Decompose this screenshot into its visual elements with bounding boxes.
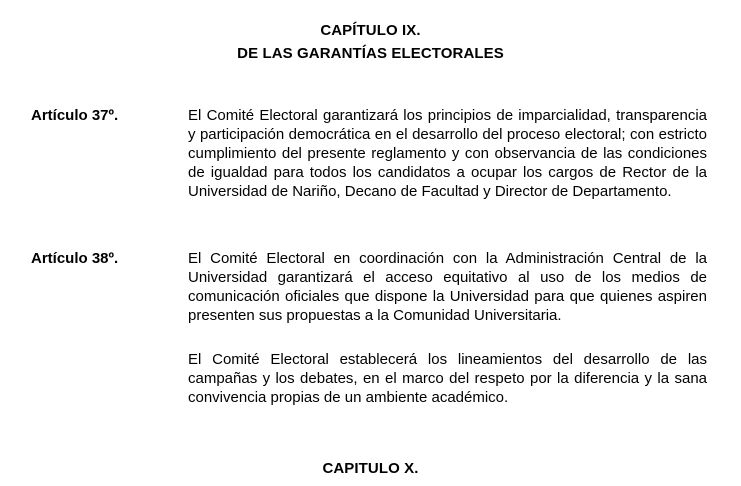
chapter-x-title: CAPITULO X. bbox=[322, 460, 419, 477]
article-38-paragraph-2: El Comité Electoral establecerá los lineamientos del desarrollo de las campañas y los debates, en el marco del respeto por la diferencia y la sana convivencia propias de un ambiente académico. bbox=[188, 351, 707, 406]
article-37-paragraph-1: El Comité Electoral garantizará los principios de imparcialidad, transparencia y participación democrática en el desarrollo del proceso electoral; con estricto cumplimiento del presente reglamento y con observancia de las condiciones de igualdad para todos los candidatos a ocupar los cargos de Rector de la Universidad de Nariño, Decano de Facultad y Director de Departamento. bbox=[188, 107, 707, 200]
chapter-ix-subtitle: DE LAS GARANTÍAS ELECTORALES bbox=[237, 45, 504, 62]
article-38-label: Artículo 38º. bbox=[31, 250, 119, 267]
article-38-paragraph-1: El Comité Electoral en coordinación con la Administración Central de la Universidad garantizará el acceso equitativo al uso de los medios de comunicación oficiales que dispone la Universidad para que quienes aspiren presenten sus propuestas a la Comunidad Universitaria. bbox=[188, 250, 707, 324]
chapter-ix-title: CAPÍTULO IX. bbox=[320, 22, 421, 39]
article-37-label: Artículo 37º. bbox=[31, 107, 119, 124]
